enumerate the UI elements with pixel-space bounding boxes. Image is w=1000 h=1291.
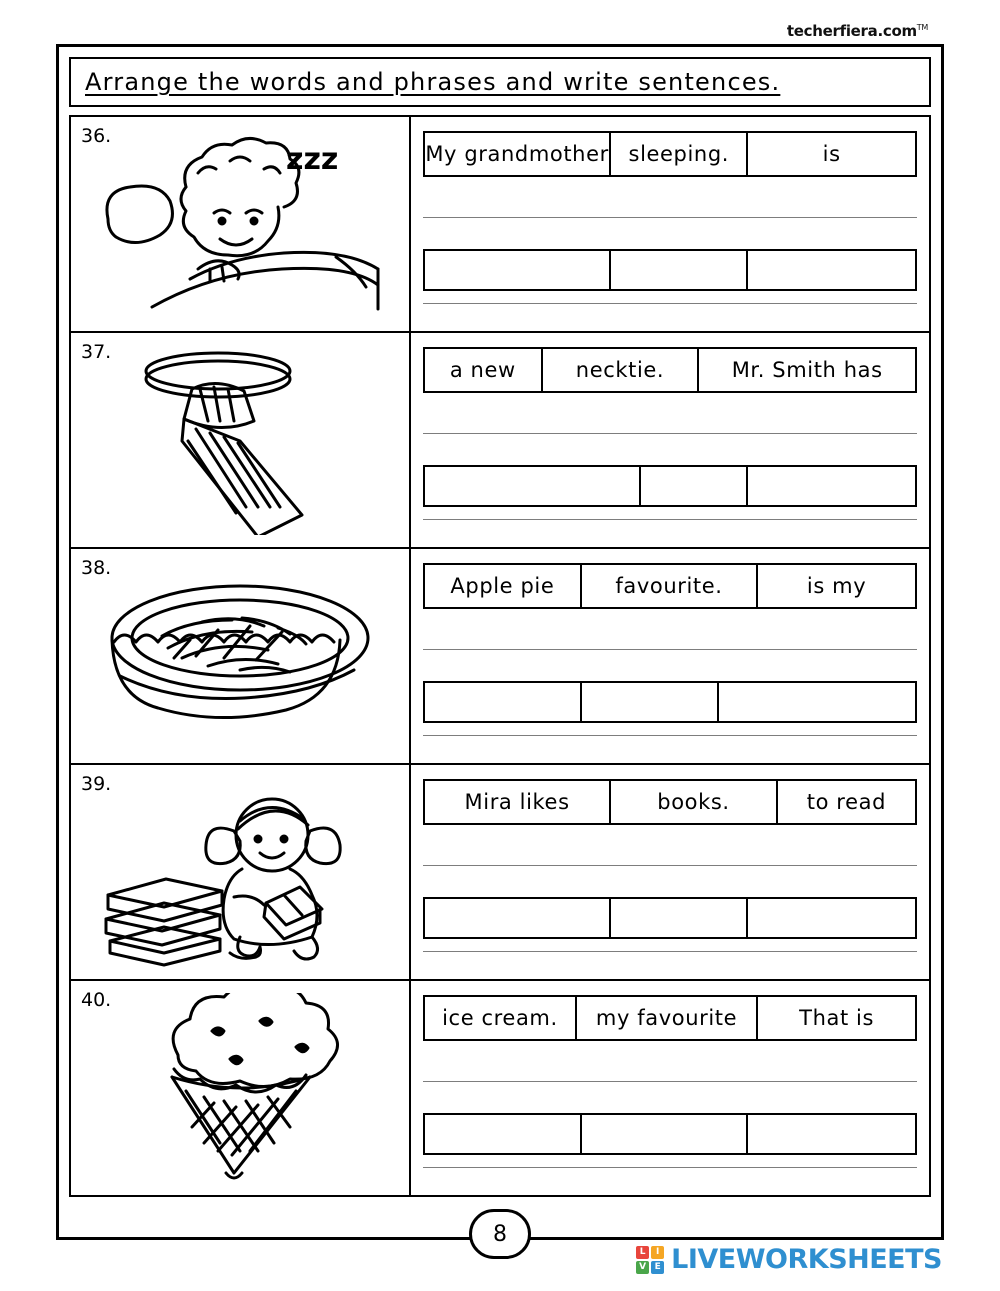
exercise-answer-cell bbox=[411, 981, 929, 1195]
answer-input[interactable] bbox=[641, 467, 749, 505]
exercise-answer-cell bbox=[411, 117, 929, 331]
answer-input-row[interactable] bbox=[423, 1113, 917, 1155]
worksheet-frame bbox=[56, 44, 944, 1247]
word-chip-row bbox=[423, 131, 917, 177]
word-chip: favourite. bbox=[582, 565, 758, 607]
liveworksheets-wordmark: LIVEWORKSHEETS bbox=[671, 1244, 942, 1275]
answer-input[interactable] bbox=[611, 899, 748, 937]
exercise-number: 36. bbox=[81, 125, 112, 147]
answer-input[interactable] bbox=[748, 251, 915, 289]
answer-input-row[interactable] bbox=[423, 897, 917, 939]
answer-input[interactable] bbox=[611, 251, 748, 289]
exercise-image-cell bbox=[71, 333, 411, 547]
word-chip: books. bbox=[611, 781, 778, 823]
writing-lines bbox=[423, 205, 917, 315]
ice-cream-cone-icon bbox=[71, 981, 409, 1195]
liveworksheets-logo-icon bbox=[636, 1246, 664, 1274]
answer-input[interactable] bbox=[425, 683, 582, 721]
writing-line bbox=[423, 433, 917, 434]
writing-line bbox=[423, 865, 917, 866]
word-chip-row bbox=[423, 779, 917, 825]
logo-letter-i: I bbox=[651, 1246, 664, 1259]
exercise-row bbox=[71, 549, 929, 765]
word-chip: Apple pie bbox=[425, 565, 582, 607]
answer-input[interactable] bbox=[582, 683, 719, 721]
word-chip: Mira likes bbox=[425, 781, 611, 823]
logo-letter-e: E bbox=[651, 1261, 664, 1274]
exercise-image-cell bbox=[71, 981, 411, 1195]
exercise-row bbox=[71, 765, 929, 981]
answer-input[interactable] bbox=[425, 251, 611, 289]
instruction-bar bbox=[69, 57, 931, 107]
logo-letter-l: L bbox=[636, 1246, 649, 1259]
word-chip: That is bbox=[799, 1006, 875, 1030]
liveworksheets-footer bbox=[636, 1244, 942, 1275]
word-chip: a new bbox=[425, 349, 543, 391]
answer-input[interactable] bbox=[582, 1115, 749, 1153]
word-chip: my favourite bbox=[577, 997, 758, 1039]
answer-input[interactable] bbox=[425, 467, 641, 505]
exercise-row bbox=[71, 981, 929, 1197]
answer-input[interactable] bbox=[425, 1115, 582, 1153]
word-chip: My grandmother bbox=[425, 133, 611, 175]
writing-lines bbox=[423, 637, 917, 747]
writing-line bbox=[423, 1081, 917, 1082]
sleeping-child-icon bbox=[71, 117, 409, 331]
exercise-answer-cell bbox=[411, 765, 929, 979]
instruction-text: Arrange the words and phrases and write sentences. bbox=[85, 68, 781, 96]
exercise-number: 38. bbox=[81, 557, 112, 579]
exercise-number: 40. bbox=[81, 989, 112, 1011]
answer-input[interactable] bbox=[425, 899, 611, 937]
trademark-mark: TM bbox=[916, 23, 928, 32]
exercise-list bbox=[69, 115, 931, 1197]
exercise-image-cell bbox=[71, 549, 411, 763]
exercise-image-cell bbox=[71, 117, 411, 331]
word-chip-row bbox=[423, 995, 917, 1041]
writing-lines bbox=[423, 1069, 917, 1179]
writing-lines bbox=[423, 421, 917, 531]
exercise-row bbox=[71, 117, 929, 333]
word-chip: necktie. bbox=[543, 349, 700, 391]
exercise-row bbox=[71, 333, 929, 549]
exercise-answer-cell bbox=[411, 333, 929, 547]
answer-input-row[interactable] bbox=[423, 681, 917, 723]
word-chip: is my bbox=[806, 574, 867, 598]
answer-input-row[interactable] bbox=[423, 249, 917, 291]
word-chip-row bbox=[423, 563, 917, 609]
writing-line bbox=[423, 217, 917, 218]
exercise-number: 39. bbox=[81, 773, 112, 795]
site-watermark bbox=[787, 22, 928, 40]
answer-input[interactable] bbox=[748, 1115, 915, 1153]
word-chip: to read bbox=[806, 790, 886, 814]
answer-input-row[interactable] bbox=[423, 465, 917, 507]
answer-input[interactable] bbox=[748, 467, 915, 505]
word-chip-row bbox=[423, 347, 917, 393]
writing-lines bbox=[423, 853, 917, 963]
word-chip: Mr. Smith has bbox=[731, 358, 883, 382]
girl-reading-books-icon bbox=[71, 765, 409, 979]
zzz-label: zzz bbox=[286, 142, 339, 177]
exercise-image-cell bbox=[71, 765, 411, 979]
apple-pie-icon bbox=[71, 549, 409, 763]
writing-line bbox=[423, 1167, 917, 1168]
answer-input[interactable] bbox=[719, 683, 915, 721]
writing-line bbox=[423, 519, 917, 520]
writing-line bbox=[423, 303, 917, 304]
exercise-answer-cell bbox=[411, 549, 929, 763]
word-chip: ice cream. bbox=[425, 997, 577, 1039]
necktie-icon bbox=[71, 333, 409, 547]
page-number-badge: 8 bbox=[469, 1209, 531, 1259]
site-watermark-text: techerfiera.com bbox=[786, 22, 917, 40]
writing-line bbox=[423, 951, 917, 952]
word-chip: sleeping. bbox=[611, 133, 748, 175]
answer-input[interactable] bbox=[748, 899, 915, 937]
writing-line bbox=[423, 735, 917, 736]
exercise-number: 37. bbox=[81, 341, 112, 363]
writing-line bbox=[423, 649, 917, 650]
word-chip: is bbox=[822, 142, 841, 166]
logo-letter-v: V bbox=[636, 1261, 649, 1274]
